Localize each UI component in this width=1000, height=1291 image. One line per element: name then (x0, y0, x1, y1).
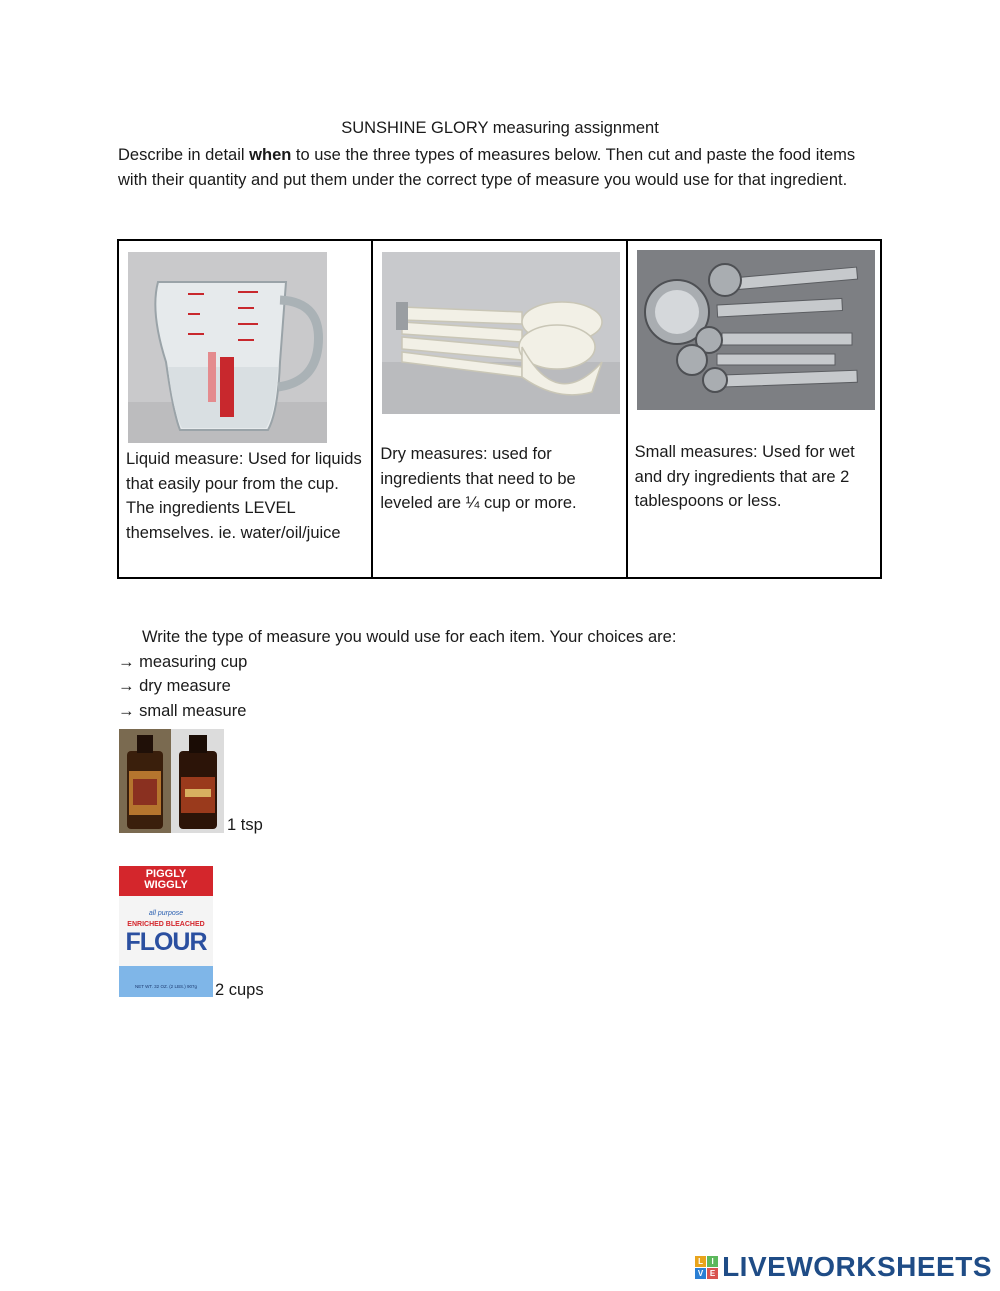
flour-brand-line2: WIGGLY (144, 879, 188, 891)
measuring-spoons-image (637, 250, 875, 410)
dry-measure-description: Dry measures: used for ingredients that need to be leveled are ¼ cup or more. (380, 445, 577, 512)
measures-table (117, 239, 882, 579)
logo-text: LIVEWORKSHEETS (722, 1251, 992, 1282)
small-measure-cell (627, 240, 881, 578)
flour-name: FLOUR (125, 928, 207, 956)
vanilla-bottles-image (119, 729, 224, 833)
flour-sub: all purpose (148, 910, 184, 917)
page-title: SUNSHINE GLORY measuring assignment (341, 119, 659, 137)
liquid-measuring-cup-image (128, 252, 327, 443)
item-quantity-flour: 2 cups (215, 981, 264, 999)
liquid-measure-description: Liquid measure: Used for liquids that easily pour from the cup. The ingredients LEVEL themselves. ie. water/oil/juice (126, 450, 362, 542)
flour-brand-line1: PIGGLY (145, 868, 187, 880)
flour-type: ENRICHED BLEACHED (127, 921, 205, 928)
flour-weight: NET WT. 32 OZ. (2 LBS.) 907g (135, 984, 197, 989)
choice-small-measure: → small measure (118, 702, 247, 720)
small-measure-description: Small measures: Used for wet and dry ingredients that are 2 tablespoons or less. (634, 443, 855, 510)
logo-blocks-icon: L I V E (695, 1256, 718, 1279)
choice-measuring-cup: → measuring cup (118, 653, 248, 671)
item-quantity-vanilla: 1 tsp (227, 816, 263, 834)
intro-paragraph: Describe in detail when to use the three types of measures below. Then cut and paste the food items with their quantity and put them under the correct type of measure you would use for that ingredient. (118, 146, 856, 189)
liveworksheets-logo[interactable] (695, 1251, 992, 1283)
liquid-measure-cell (118, 240, 372, 578)
dry-measure-cell (372, 240, 626, 578)
instructions-prompt: Write the type of measure you would use for each item. Your choices are: (142, 628, 677, 646)
dry-measuring-cups-image (382, 252, 620, 414)
flour-bag-image (119, 866, 213, 997)
choice-dry-measure: → dry measure (118, 677, 231, 695)
